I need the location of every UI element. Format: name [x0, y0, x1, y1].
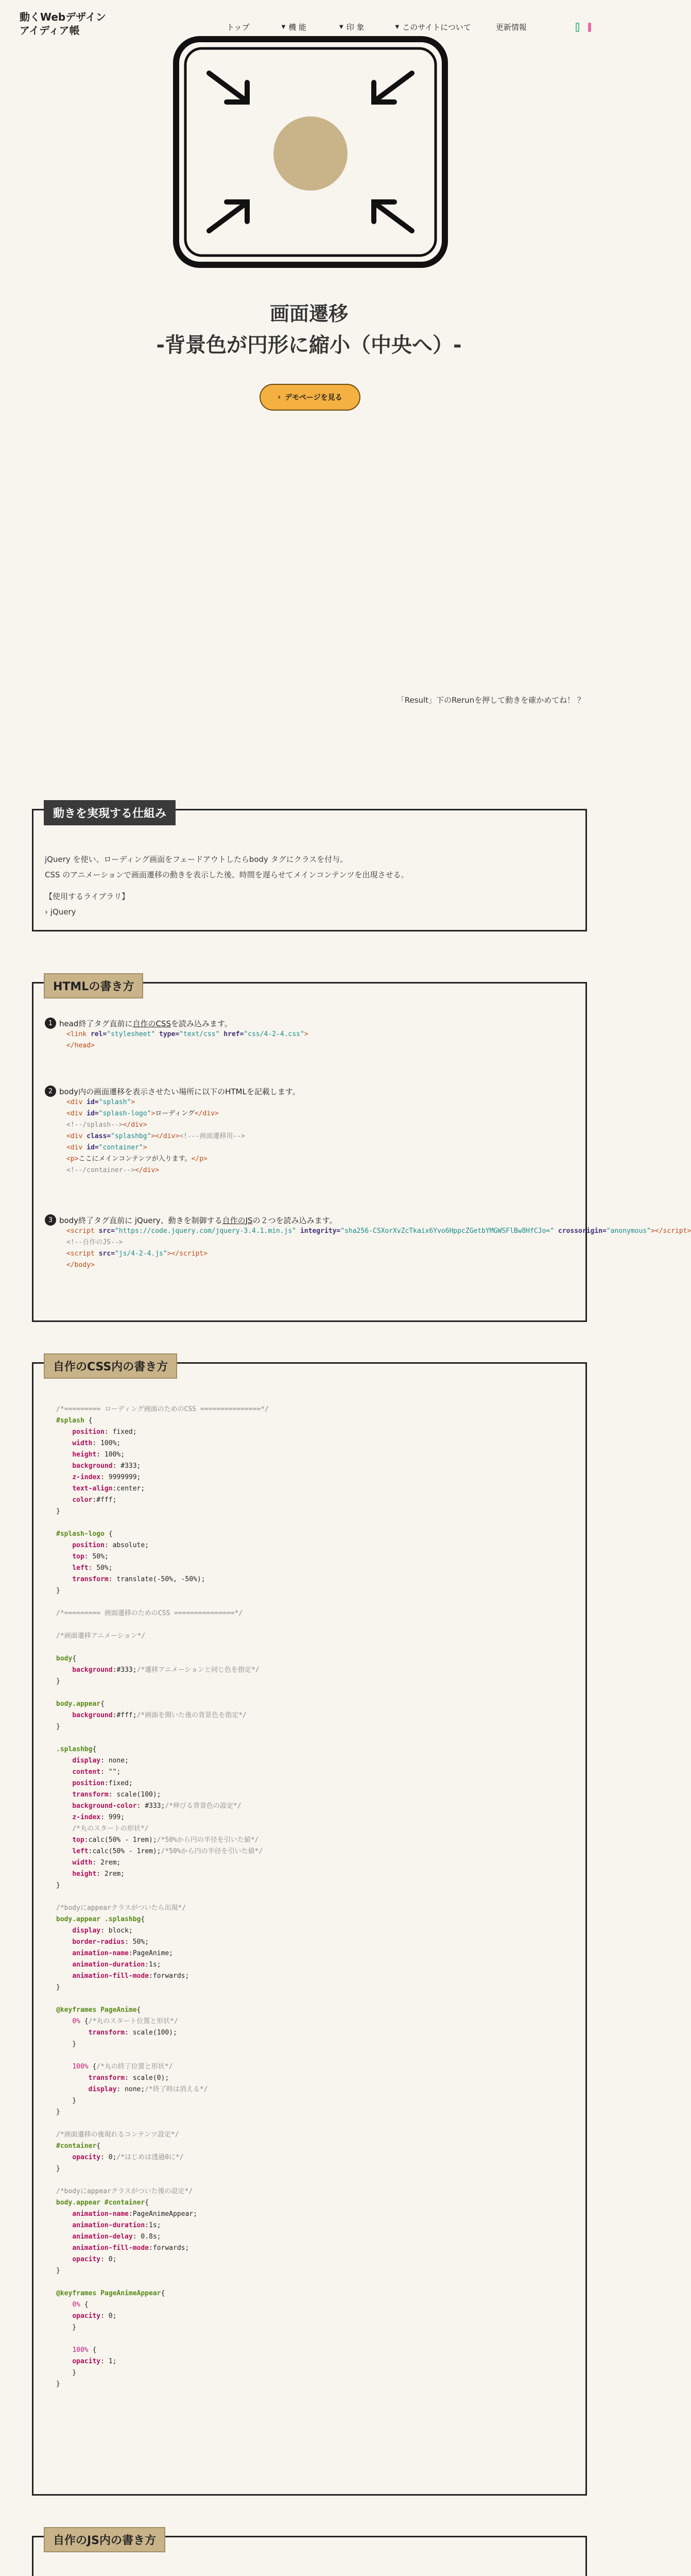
hero-illustration [173, 36, 448, 268]
logo-line2: アイディア帳 [20, 24, 80, 37]
html-code-3: <script src="https://code.jquery.com/jquery-3.4.1.min.js" integrity="sha256-CSXorXvZcTkaix6Yvo6HppcZGetbYMGWSFlBw8HfCJo=" crossorigin="anonymous"></script> <!--自作のJS--> <script src="js/4-2-4.js"></script> </body> [66, 1227, 691, 1269]
html-code-1: <link rel="stylesheet" type="text/css" href="css/4-2-4.css"> </head> [66, 1030, 308, 1049]
html-step-1: 1 head終了タグ直前に 自作のCSS を読み込みます。 [45, 1018, 232, 1029]
demo-page-button[interactable]: › デモページを見る [260, 384, 360, 411]
library-item[interactable]: › jQuery [45, 907, 76, 917]
logo-line1: 動くWebデザイン [20, 11, 106, 23]
custom-js-link[interactable]: 自作のJS [222, 1215, 253, 1225]
nav-item-function[interactable]: ▼ 機 能 [281, 23, 307, 32]
nav-item-impression[interactable]: ▼ 印 象 [339, 23, 365, 32]
nav-item-about[interactable]: ▼ このサイトについて [395, 23, 471, 32]
css-code: /*========= ローディング画面のためのCSS ===============*/ #splash { position: fixed; width: 100%; height: 100%; background: #333; z-index: 9999999; text-align:center; color:#fff; } #splash-logo { position: absolute; top: 50%; left: 50%; transform: translate(-50%, -50%); } /*========= 画面遷移のためのCSS ===============*/ /*画面遷移アニメーション*/ body{ background:#333;/*遷移アニメーションと同じ色を指定*/ } body.appear{ background:#fff;/*画面を開いた後の背景色を指定*/ } .splashbg{ display: none; content: ""; position:fixed; transform: scale(100); background-color: #333;/*伸びる背景色の設定*/ z-index: 999; /*丸のスタートの形状*/ top:calc(50% - 1rem);/*50%から円の半径を引いた値*/ left:calc(50% - 1rem);/*50%から円の半径を引いた値*/ width: 2rem; height: 2rem; } /*bodyにappearクラスがついたら出現*/ body.appear .splashbg{ display: block; border-radius: 50%; animation-name:PageAnime; animation-duration:1s; animation-fill-mode:forwards; } @keyframes PageAnime{ 0% {/*丸のスタート位置と形状*/ transform: scale(100); } 100% {/*丸の終了位置と形状*/ transform: scale(0); display: none;/*終了時は消える*/ } } /*画面遷移の後現れるコンテンツ設定*/ #container{ opacity: 0;/*はじめは透過0に*/ } /*bodyにappearクラスがついた後の設定*/ body.appear #container{ animation-name:PageAnimeAppear; animation-duration:1s; animation-delay: 0.8s; animation-fill-mode:forwards; opacity: 0; } @keyframes PageAnimeAppear{ 0% { opacity: 0; } 100% { opacity: 1; } } [56, 1405, 269, 2388]
step-number: 2 [45, 1086, 56, 1097]
shrinking-circle-icon [273, 116, 348, 191]
section-title: 自作のJS内の書き方 [44, 2527, 165, 2552]
page-title: 画面遷移 [269, 302, 348, 325]
js-section [32, 2536, 587, 2576]
mechanism-line2: CSS のアニメーションで画面遷移の動きを表示した後、時間を遅らせてメインコンテンツを出現させる。 [45, 870, 409, 879]
feedly-icon[interactable] [576, 23, 579, 32]
section-title: 動きを実現する仕組み [44, 800, 176, 825]
step-number: 1 [45, 1018, 56, 1029]
section-title: 自作のCSS内の書き方 [44, 1353, 177, 1379]
mechanism-section [32, 809, 587, 931]
library-heading: 【使用するライブラリ】 [45, 892, 130, 901]
html-code-2: <div id="splash"> <div id="splash-logo">ローディング</div> <!--/splash--></div> <div class="splashbg"></div><!---画面遷移用--> <div id="container"> <p>ここにメインコンテンツが入ります。</p> <!--/container--></div> [66, 1098, 245, 1174]
section-title: HTMLの書き方 [44, 973, 143, 998]
chevron-down-icon: ▼ [395, 24, 400, 30]
mechanism-line1: jQuery を使い、ローディング画面をフェードアウトしたらbody タグにクラスを付与。 [45, 855, 348, 864]
css-section [32, 1362, 587, 2496]
nav-item-updates[interactable]: 更新情報 [495, 23, 527, 32]
page-subtitle: -背景色が円形に縮小（中央へ）- [156, 333, 462, 357]
main-nav [227, 22, 554, 32]
chevron-down-icon: ▼ [281, 24, 286, 30]
html-step-2: 2 body内の画面遷移を表示させたい場所に以下のHTMLを記載します。 [45, 1086, 300, 1097]
custom-css-link[interactable]: 自作のCSS [132, 1019, 171, 1028]
instagram-icon[interactable] [588, 23, 591, 32]
chevron-right-icon: › [45, 907, 50, 917]
arrow-right-icon: › [278, 393, 281, 401]
chevron-down-icon: ▼ [339, 24, 343, 30]
rerun-note: 「Result」下のRerunを押して動きを確かめてね！ ？ [396, 696, 585, 705]
step-number: 3 [45, 1214, 56, 1226]
nav-item-top[interactable]: トップ [227, 23, 250, 32]
site-logo[interactable] [20, 10, 106, 37]
html-section [32, 980, 691, 1322]
html-step-3: 3 body終了タグ直前に jQuery、動きを制御する 自作のJS の２つを読み込みます。 [45, 1214, 337, 1226]
